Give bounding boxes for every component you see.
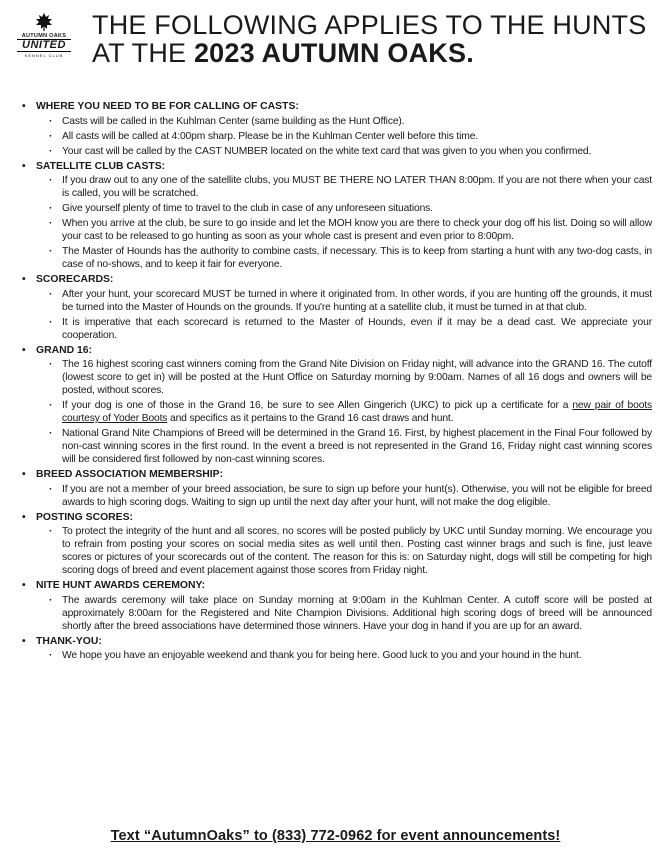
title-line-2 bbox=[92, 39, 646, 67]
list-item: · If you draw out to any one of the satellite clubs, you MUST BE THERE NO LATER THAN 8:00pm. If you are not there when your cast is called, you will be scratched. bbox=[62, 174, 652, 200]
section-heading: • NITE HUNT AWARDS CEREMONY: bbox=[20, 579, 652, 593]
list-item: · National Grand Nite Champions of Breed will be determined in the Grand 16. First, by highest placement in the Final Four followed by non-cast winning scores in the first round. In the event a breed is not represented in the Grand 16, Friday night cast winning scores will be considered first followed by non-cast winning scores. bbox=[62, 427, 652, 466]
section-heading: • THANK-YOU: bbox=[20, 635, 652, 649]
list-item: · It is imperative that each scorecard is returned to the Master of Hounds, even if it may be a dead cast. We appreciate your cooperation. bbox=[62, 316, 652, 342]
list-item: · Casts will be called in the Kuhlman Center (same building as the Hunt Office). bbox=[62, 115, 652, 128]
grand-item-after: and specifics as it pertains to the Grand 16 cast draws and hunt. bbox=[167, 413, 454, 424]
logo-top-text: AUTUMN OAKS bbox=[21, 33, 67, 39]
title-line-2-bold: 2023 AUTUMN OAKS. bbox=[193, 38, 474, 68]
section-heading: • POSTING SCORES: bbox=[20, 511, 652, 525]
oak-leaf-icon bbox=[34, 12, 54, 32]
section-list bbox=[20, 115, 652, 158]
section-list bbox=[20, 594, 652, 633]
logo-bottom-text: KENNEL CLUB bbox=[24, 53, 64, 58]
grand-item-before: If your dog is one of those in the Grand 16, be sure to see Allen Gingerich (UKC) to pick up a certificate for a bbox=[62, 400, 573, 411]
list-item: · If you are not a member of your breed association, be sure to sign up before your hunt(s). Otherwise, you will not be eligible for breed awards to high scoring dogs. Waiting to sign up until the next day after your hunt, will not make the dog eligible. bbox=[62, 483, 652, 509]
section-heading: • SCORECARDS: bbox=[20, 273, 652, 287]
section-list bbox=[20, 288, 652, 342]
logo-main-text: UNITED bbox=[17, 39, 71, 52]
list-item: · Give yourself plenty of time to travel to the club in case of any unforeseen situations. bbox=[62, 202, 652, 215]
list-item bbox=[62, 399, 652, 425]
list-item: · The Master of Hounds has the authority to combine casts, if necessary. This is to keep from starting a hunt with any two-dog casts, in case of no-shows, and to keep it fair for everyone. bbox=[62, 245, 652, 271]
section-list bbox=[20, 649, 652, 662]
list-item: · The awards ceremony will take place on Sunday morning at 9:00am in the Kuhlman Center. A cutoff score will be posted at approximately 8:00am for the Registered and Nite Champion Divisions. Additional high scoring dogs of breed will be announced shortly after the breed associations have determined those winners. Have your dog in hand if you are up for an award. bbox=[62, 594, 652, 633]
list-item: · We hope you have an enjoyable weekend and thank you for being here. Good luck to you and your hound in the hunt. bbox=[62, 649, 652, 662]
section-list bbox=[20, 174, 652, 271]
section-heading: • SATELLITE CLUB CASTS: bbox=[20, 160, 652, 174]
list-item: · To protect the integrity of the hunt and all scores, no scores will be posted publicly by UKC until Sunday morning. We encourage you to refrain from posting your scores on social media sites as well until then. Posting cast winner brags and such is fine, just leave scores or pictures of your scorecards out of the content. The reason for this is: on Saturday night, dogs will still be competing for high scoring dogs of breed and event placement against those scores from Friday night. bbox=[62, 525, 652, 577]
section-heading: • WHERE YOU NEED TO BE FOR CALLING OF CASTS: bbox=[20, 100, 652, 114]
list-item: · The 16 highest scoring cast winners coming from the Grand Nite Division on Friday night, will advance into the GRAND 16. The cutoff (lowest score to get in) will be posted at the Hunt Office on Saturday morning by 9:00am. Names of all 16 dogs and owners will be posted, without scores. bbox=[62, 358, 652, 397]
list-item: · After your hunt, your scorecard MUST be turned in where it originated from. In other words, if you are hunting off the grounds, it must be turned into the Master of Hounds on the grounds. If you're hunting at a satellite club, it must be turned in at that club. bbox=[62, 288, 652, 314]
section-heading: • GRAND 16: bbox=[20, 344, 652, 358]
section-list bbox=[20, 525, 652, 577]
rules-content bbox=[20, 100, 652, 664]
section-list bbox=[20, 483, 652, 509]
club-logo bbox=[17, 12, 71, 68]
title-line-2-prefix: AT THE bbox=[92, 38, 194, 68]
sms-announcement-footer: Text “AutumnOaks” to (833) 772-0962 for event announcements! bbox=[110, 828, 561, 844]
boots-link[interactable]: new pair of boots courtesy of Yoder Boots bbox=[62, 400, 652, 424]
section-list bbox=[20, 358, 652, 466]
page-header bbox=[0, 0, 671, 80]
list-item: · Your cast will be called by the CAST NUMBER located on the white text card that was given to you when you confirmed. bbox=[62, 145, 652, 158]
list-item: · When you arrive at the club, be sure to go inside and let the MOH know you are there to check your dog off his list. Doing so will allow your cast to be released to go hunting as soon as your whole cast is present and even prior to 8:00pm. bbox=[62, 217, 652, 243]
title-line-1: THE FOLLOWING APPLIES TO THE HUNTS bbox=[92, 10, 647, 40]
page-title bbox=[92, 11, 646, 67]
list-item: · All casts will be called at 4:00pm sharp. Please be in the Kuhlman Center well before this time. bbox=[62, 130, 652, 143]
section-heading: • BREED ASSOCIATION MEMBERSHIP: bbox=[20, 468, 652, 482]
